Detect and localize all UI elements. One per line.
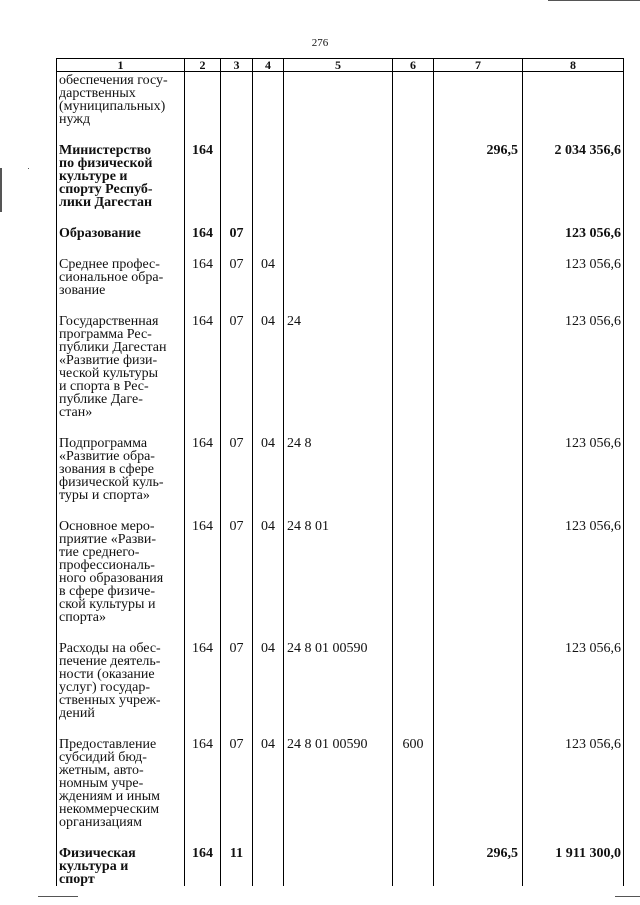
cell-name (57, 225, 185, 256)
cell-amount-8: 123 056,6 (523, 736, 624, 845)
table-row (57, 736, 624, 845)
cell-admin-code: 164 (185, 225, 221, 256)
row-name-text: Физическая культура и спорт (59, 846, 136, 887)
cell-amount-8: 123 056,6 (523, 640, 624, 736)
cell-admin-code: 164 (185, 518, 221, 640)
scan-speck (615, 896, 640, 897)
cell-expense-type (393, 225, 434, 256)
cell-amount-7: 296,5 (434, 845, 523, 886)
column-header: 8 (523, 59, 624, 72)
row-name-text: Образование (59, 226, 141, 241)
cell-amount-8: 2 034 356,6 (523, 142, 624, 225)
cell-target-article: 24 8 01 00590 (284, 640, 393, 736)
scan-speck (0, 168, 2, 212)
cell-subsection (253, 142, 284, 225)
cell-amount-8: 123 056,6 (523, 518, 624, 640)
cell-admin-code: 164 (185, 256, 221, 313)
column-header: 2 (185, 59, 221, 72)
cell-subsection: 04 (253, 640, 284, 736)
cell-amount-7 (434, 256, 523, 313)
table-row (57, 256, 624, 313)
cell-name (57, 72, 185, 143)
cell-amount-7 (434, 736, 523, 845)
table-body (57, 72, 624, 887)
cell-section (221, 142, 253, 225)
cell-target-article: 24 8 (284, 435, 393, 518)
cell-admin-code: 164 (185, 736, 221, 845)
cell-section: 07 (221, 736, 253, 845)
cell-section: 07 (221, 435, 253, 518)
cell-section: 07 (221, 256, 253, 313)
table-row (57, 142, 624, 225)
cell-target-article (284, 225, 393, 256)
column-header: 5 (284, 59, 393, 72)
cell-section: 07 (221, 225, 253, 256)
cell-expense-type (393, 313, 434, 435)
cell-admin-code: 164 (185, 640, 221, 736)
cell-section: 07 (221, 640, 253, 736)
cell-amount-7 (434, 225, 523, 256)
cell-name (57, 736, 185, 845)
cell-name (57, 256, 185, 313)
row-spacer (59, 502, 183, 518)
table-row (57, 640, 624, 736)
cell-subsection (253, 225, 284, 256)
cell-subsection: 04 (253, 435, 284, 518)
table-row (57, 845, 624, 886)
table-row (57, 72, 624, 143)
table-row (57, 225, 624, 256)
cell-subsection: 04 (253, 518, 284, 640)
cell-target-article: 24 8 01 (284, 518, 393, 640)
header-row (57, 59, 624, 72)
column-header: 4 (253, 59, 284, 72)
cell-amount-8: 123 056,6 (523, 435, 624, 518)
budget-table (56, 58, 624, 886)
cell-target-article (284, 845, 393, 886)
cell-name (57, 640, 185, 736)
cell-amount-8: 123 056,6 (523, 225, 624, 256)
cell-amount-8: 123 056,6 (523, 313, 624, 435)
row-name-text: Предоставление субсидий бюд- жетным, авто- номным учре- ждениям и иным некоммерческим организациям (59, 737, 161, 830)
row-name-text: Расходы на обес- печение деятель- ности (оказание услуг) государ- ственных учреж- дений (59, 641, 161, 721)
cell-subsection: 04 (253, 736, 284, 845)
cell-expense-type (393, 72, 434, 143)
scan-speck (28, 168, 29, 169)
cell-admin-code: 164 (185, 313, 221, 435)
cell-amount-7: 296,5 (434, 142, 523, 225)
row-name-text: Среднее профес- сиональное обра- зование (59, 257, 164, 298)
cell-section (221, 72, 253, 143)
cell-target-article (284, 72, 393, 143)
scan-speck (548, 0, 640, 1)
row-name-text: Министерство по физической культуре и спорту Респуб- лики Дагестан (59, 143, 153, 210)
cell-name (57, 518, 185, 640)
cell-section: 07 (221, 313, 253, 435)
table-row (57, 313, 624, 435)
cell-admin-code: 164 (185, 845, 221, 886)
scan-speck (38, 896, 78, 897)
row-spacer (59, 720, 183, 736)
column-header: 1 (57, 59, 185, 72)
cell-target-article: 24 (284, 313, 393, 435)
cell-expense-type (393, 640, 434, 736)
cell-target-article (284, 256, 393, 313)
cell-admin-code (185, 72, 221, 143)
cell-amount-8 (523, 72, 624, 143)
cell-expense-type: 600 (393, 736, 434, 845)
cell-amount-7 (434, 72, 523, 143)
cell-subsection (253, 845, 284, 886)
cell-amount-7 (434, 313, 523, 435)
cell-amount-7 (434, 640, 523, 736)
cell-amount-8: 1 911 300,0 (523, 845, 624, 886)
row-name-text: Подпрограмма «Развитие обра- зования в сфере физической куль- туры и спорта» (59, 436, 164, 503)
cell-amount-7 (434, 435, 523, 518)
cell-admin-code: 164 (185, 142, 221, 225)
cell-name (57, 435, 185, 518)
cell-amount-8: 123 056,6 (523, 256, 624, 313)
row-spacer (59, 126, 183, 142)
cell-expense-type (393, 845, 434, 886)
row-spacer (59, 419, 183, 435)
row-name-text: Основное меро- приятие «Разви- тие среднего- профессиональ- ного образования в сфере физиче- ской культуры и спорта» (59, 519, 164, 625)
cell-section: 11 (221, 845, 253, 886)
cell-expense-type (393, 518, 434, 640)
cell-subsection: 04 (253, 256, 284, 313)
column-header: 3 (221, 59, 253, 72)
cell-name (57, 845, 185, 886)
cell-expense-type (393, 256, 434, 313)
cell-target-article (284, 142, 393, 225)
cell-subsection (253, 72, 284, 143)
cell-name (57, 313, 185, 435)
cell-section: 07 (221, 518, 253, 640)
page-number: 276 (311, 37, 329, 49)
column-header: 6 (393, 59, 434, 72)
cell-expense-type (393, 435, 434, 518)
row-spacer (59, 624, 183, 640)
row-name-text: обеспечения госу- дарственных (муниципальных) нужд (59, 73, 168, 127)
row-name-text: Государственная программа Рес- публики Дагестан «Развитие физи- ческой культуры и спорта в Рес- публике Даге- стан» (59, 314, 167, 420)
cell-expense-type (393, 142, 434, 225)
cell-name (57, 142, 185, 225)
row-spacer (59, 829, 183, 845)
cell-subsection: 04 (253, 313, 284, 435)
cell-target-article: 24 8 01 00590 (284, 736, 393, 845)
column-header: 7 (434, 59, 523, 72)
table-row (57, 518, 624, 640)
cell-admin-code: 164 (185, 435, 221, 518)
row-spacer (59, 297, 183, 313)
cell-amount-7 (434, 518, 523, 640)
table-row (57, 435, 624, 518)
row-spacer (59, 240, 183, 256)
row-spacer (59, 209, 183, 225)
